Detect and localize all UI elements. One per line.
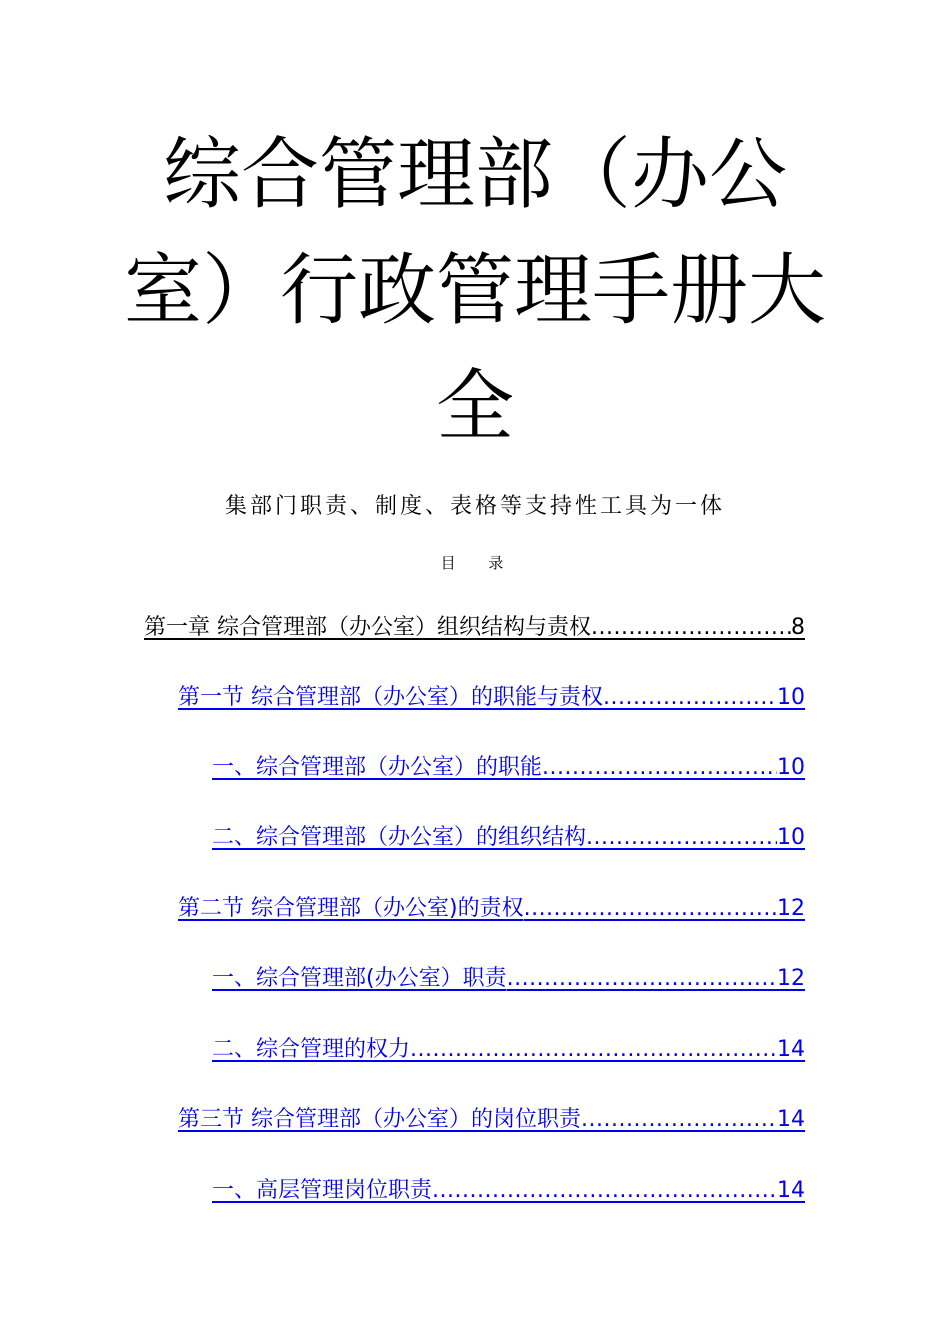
toc-entry-label: 一、综合管理部（办公室）的职能 [212,755,543,780]
toc-entry-section-1-3[interactable] [178,1105,805,1135]
toc-entry-subsection-1-1-2[interactable] [212,823,805,853]
toc-entry-label: 第二节 综合管理部（办公室)的责权 [178,896,524,921]
toc-entry-chapter-1[interactable] [144,613,805,643]
toc-dot-leader [603,683,777,713]
toc-entry-label: 二、综合管理的权力 [212,1037,411,1062]
toc-dot-leader [410,1035,777,1065]
toc-dot-leader [542,753,777,783]
toc-page-number: 8 [791,615,805,640]
toc-heading: 目 录 [440,554,518,572]
toc-entry-label: 一、高层管理岗位职责 [212,1178,433,1203]
toc-entry-subsection-1-2-1[interactable] [212,964,805,994]
document-subtitle: 集部门职责、制度、表格等支持性工具为一体 [224,494,725,519]
toc-dot-leader [432,1176,777,1206]
toc-page-number: 10 [777,685,805,710]
toc-page-number: 10 [777,825,805,850]
toc-dot-leader [507,964,777,994]
toc-entry-label: 一、综合管理部(办公室）职责 [212,966,507,991]
document-title-line-3: 全 [435,362,514,452]
toc-entry-label: 第一章 综合管理部（办公室）组织结构与责权 [144,615,591,640]
toc-dot-leader [586,823,777,853]
toc-entry-section-1-2[interactable] [178,894,805,924]
toc-entry-label: 第一节 综合管理部（办公室）的职能与责权 [178,685,603,710]
toc-entry-subsection-1-3-1[interactable] [212,1176,805,1206]
document-title-line-1: 综合管理部（办公 [162,130,787,220]
document-title-line-2: 室）行政管理手册大 [123,246,826,336]
toc-page-number: 14 [777,1178,805,1203]
toc-entry-label: 第三节 综合管理部（办公室）的岗位职责 [178,1107,581,1132]
toc-entry-subsection-1-2-2[interactable] [212,1035,805,1065]
toc-page-number: 14 [777,1037,805,1062]
toc-page-number: 10 [777,755,805,780]
toc-dot-leader [524,894,777,924]
toc-page-number: 12 [777,966,805,991]
toc-dot-leader [581,1105,777,1135]
toc-entry-section-1-1[interactable] [178,683,805,713]
toc-dot-leader [591,613,791,643]
toc-entry-subsection-1-1-1[interactable] [212,753,805,783]
toc-entry-label: 二、综合管理部（办公室）的组织结构 [212,825,587,850]
toc-page-number: 12 [777,896,805,921]
toc-page-number: 14 [777,1107,805,1132]
